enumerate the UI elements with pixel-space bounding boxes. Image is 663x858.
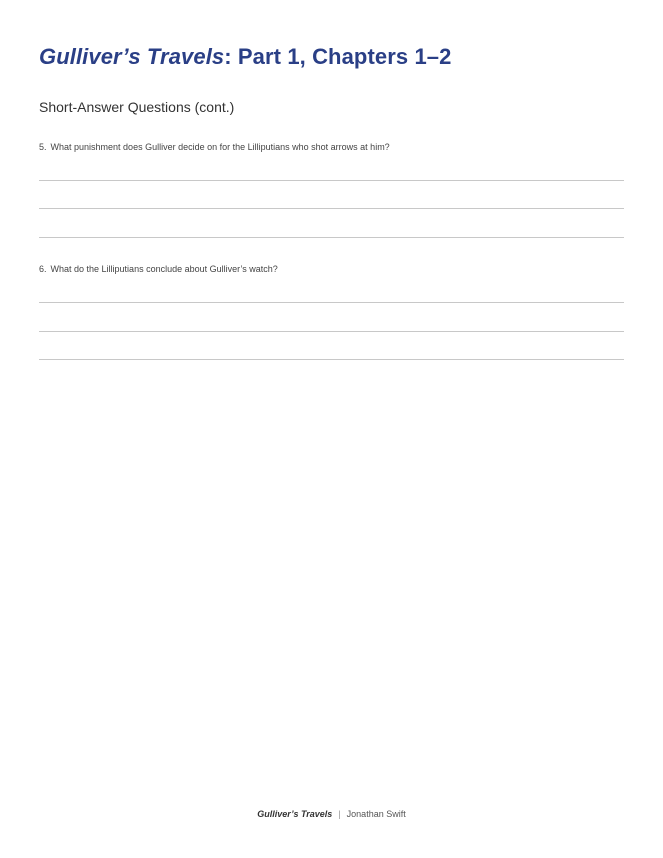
answer-line-5-3[interactable] — [39, 237, 624, 238]
page-title-chapters: : Part 1, Chapters 1–2 — [224, 44, 452, 69]
question-text: What do the Lilliputians conclude about Gulliver’s watch? — [50, 264, 278, 274]
question-6 — [39, 264, 278, 274]
footer-book-title: Gulliver’s Travels — [257, 809, 333, 819]
question-5 — [39, 142, 390, 152]
question-number: 6. — [39, 264, 47, 274]
answer-line-6-2[interactable] — [39, 331, 624, 332]
page-title-book: Gulliver’s Travels — [39, 44, 225, 69]
answer-line-6-1[interactable] — [39, 302, 624, 303]
footer-author: Jonathan Swift — [346, 809, 406, 819]
answer-line-5-2[interactable] — [39, 208, 624, 209]
page-footer — [0, 809, 663, 819]
answer-line-6-3[interactable] — [39, 359, 624, 360]
footer-separator: | — [338, 809, 341, 819]
section-heading: Short-Answer Questions (cont.) — [39, 99, 235, 115]
question-number: 5. — [39, 142, 47, 152]
page-title — [39, 44, 451, 70]
answer-line-5-1[interactable] — [39, 180, 624, 181]
question-text: What punishment does Gulliver decide on for the Lilliputians who shot arrows at him? — [50, 142, 390, 152]
